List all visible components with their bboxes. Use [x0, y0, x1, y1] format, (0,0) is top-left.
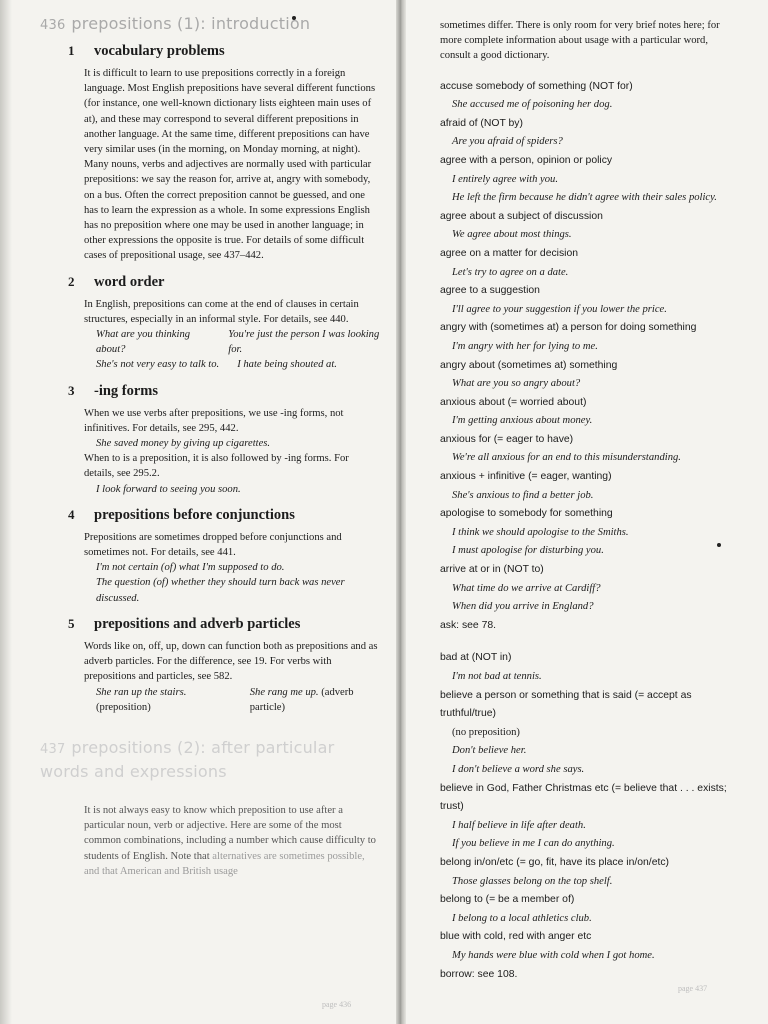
entry-example: What are you so angry about? — [452, 378, 581, 390]
section-title: prepositions (1): introduction — [71, 14, 311, 33]
next-section-intro-faded: alternatives are sometimes possible, and that American and British usage — [84, 850, 365, 877]
example: She rang me up. — [249, 686, 319, 698]
entry-example: My hands were blue with cold when I got home. — [452, 949, 655, 961]
entry-example: She's anxious to find a better job. — [452, 489, 594, 501]
entry-example: Are you afraid of spiders? — [452, 136, 563, 148]
entry-heading: arrive at or in (NOT to) — [440, 564, 544, 576]
entry-heading: afraid of (NOT by) — [440, 117, 523, 129]
entry-example: I'll agree to your suggestion if you lower the price. — [452, 303, 667, 315]
entry-example: I half believe in life after death. — [452, 819, 586, 831]
entry-example: What time do we arrive at Cardiff? — [452, 582, 601, 594]
item-number: 5 — [68, 615, 75, 631]
next-section-number: 437 — [40, 741, 66, 757]
example: What are you thinking about? — [96, 329, 191, 356]
next-section-title: prepositions (2): after particular words and expressions — [40, 737, 335, 781]
item-body: Prepositions are sometimes dropped before conjunctions and sometimes not. For details, see 441. — [84, 531, 342, 559]
entry-heading: anxious about (= worried about) — [440, 396, 587, 408]
entry-heading: anxious + infinitive (= eager, wanting) — [440, 471, 612, 483]
entry-heading: blue with cold, red with anger etc — [440, 931, 592, 943]
entry-example: Let's try to agree on a date. — [452, 266, 569, 278]
entry-example: I think we should apologise to the Smiths. — [452, 526, 629, 538]
item-body: It is difficult to learn to use prepositions correctly in a foreign language. Most English prepositions have several different functions (for instance, one well-known dictionary lists eighteen main uses of at), and these may correspond to several different prepositions in another language. At the same time, different prepositions can have very similar uses (in the morning, on Monday morning, at night). Many nouns, verbs and adjectives are normally used with particular prepositions: we say the reason for, arrive at, angry with somebody, on a bus. Often the correct preposition cannot be guessed, and one has to learn the expression as a whole. In some expressions English has no preposition where one may be used in another language; in other expressions the opposite is true. For details of some difficult cases of prepositional usage, see 437–442. — [84, 68, 376, 262]
entry-example: She accused me of poisoning her dog. — [452, 99, 613, 111]
entry-example: I'm not bad at tennis. — [452, 671, 542, 683]
example: You're just the person I was looking for. — [228, 329, 380, 356]
entry-heading: agree with a person, opinion or policy — [440, 154, 613, 166]
item-1 — [40, 43, 380, 264]
right-page-footer: page 437 — [678, 984, 708, 993]
left-page-footer: page 436 — [322, 1000, 352, 1009]
item-body: Words like on, off, up, down can function both as prepositions and as adverb particles. For the difference, see 19. For verbs with prepositions and particles, see 582. — [84, 640, 378, 683]
example: I look forward to seeing you soon. — [96, 483, 241, 495]
example: She ran up the stairs. — [96, 686, 187, 698]
item-title: word order — [94, 273, 165, 290]
entry-heading: agree on a matter for decision — [440, 247, 579, 259]
item-body: When to is a preposition, it is also followed by -ing forms. For details, see 295.2. — [84, 453, 349, 480]
item-number: 3 — [68, 382, 75, 398]
entry-example: I must apologise for disturbing you. — [452, 545, 604, 557]
next-section-intro: It is not always easy to know which preposition to use after a particular noun, verb or adjective. Here are some of the most common combinations, including a number which cause difficulty to students of English. Note that — [84, 804, 376, 862]
example: She's not very easy to talk to. — [96, 359, 220, 371]
next-section-heading — [40, 737, 380, 783]
entry-example: I'm getting anxious about money. — [452, 415, 593, 427]
item-title: prepositions and adverb particles — [94, 615, 301, 632]
item-number: 4 — [68, 506, 75, 522]
right-column — [440, 18, 740, 984]
entry-heading: anxious for (= eager to have) — [440, 433, 574, 445]
entry-list — [440, 78, 740, 985]
entry-heading: bad at (NOT in) — [440, 652, 512, 664]
entry-example: When did you arrive in England? — [452, 601, 594, 613]
entry-heading: accuse somebody of something (NOT for) — [440, 80, 633, 92]
entry-note: (no preposition) — [452, 726, 520, 738]
example: She saved money by giving up cigarettes. — [96, 438, 271, 450]
entry-example: Those glasses belong on the top shelf. — [452, 875, 613, 887]
right-intro: sometimes differ. There is only room for very brief notes here; for more complete information about usage with a particular word, consult a good dictionary. — [440, 20, 720, 62]
example: The question (of) whether they should turn back was never discussed. — [96, 577, 345, 604]
entry-gap — [440, 635, 740, 649]
item-5 — [40, 616, 380, 715]
entry-heading: believe in God, Father Christmas etc (= believe that . . . exists; trust) — [440, 782, 727, 813]
entry-example: If you believe in me I can do anything. — [452, 838, 615, 850]
entry-heading: agree to a suggestion — [440, 285, 540, 297]
entry-example: I belong to a local athletics club. — [452, 912, 592, 924]
entry-heading: belong in/on/etc (= go, fit, have its place in/on/etc) — [440, 856, 670, 868]
entry-heading: ask: see 78. — [440, 619, 497, 631]
item-3 — [40, 383, 380, 497]
entry-example: We agree about most things. — [452, 229, 572, 241]
entry-example: I entirely agree with you. — [452, 173, 559, 185]
entry-heading: belong to (= be a member of) — [440, 894, 575, 906]
item-number: 2 — [68, 273, 75, 289]
entry-example: I don't believe a word she says. — [452, 763, 585, 775]
entry-heading: agree about a subject of discussion — [440, 210, 603, 222]
item-title: prepositions before conjunctions — [94, 506, 295, 523]
section-heading — [40, 14, 380, 33]
item-title: -ing forms — [94, 382, 159, 399]
item-2 — [40, 274, 380, 373]
item-number: 1 — [68, 43, 75, 58]
item-body: In English, prepositions can come at the end of clauses in certain structures, especially in an informal style. For details, see 440. — [84, 298, 359, 325]
example: I hate being shouted at. — [237, 359, 337, 371]
entry-example: I'm angry with her for lying to me. — [452, 340, 598, 352]
page-edge-shadow — [0, 0, 12, 1024]
entry-heading: angry with (sometimes at) a person for doing something — [440, 322, 697, 334]
example: I'm not certain (of) what I'm supposed to do. — [96, 562, 285, 574]
entry-example: We're all anxious for an end to this misunderstanding. — [452, 452, 681, 464]
book-gutter — [396, 0, 406, 1024]
item-4 — [40, 507, 380, 606]
section-number: 436 — [40, 18, 66, 33]
entry-heading: believe a person or something that is said (= accept as truthful/true) — [440, 689, 692, 720]
entry-heading: angry about (sometimes at) something — [440, 359, 618, 371]
entry-example: Don't believe her. — [452, 745, 527, 757]
left-column — [40, 14, 380, 879]
example-note: (adverb particle) — [249, 686, 354, 713]
entry-example: He left the firm because he didn't agree with their sales policy. — [452, 192, 717, 204]
example-note: (preposition) — [96, 701, 151, 713]
item-body: When we use verbs after prepositions, we use -ing forms, not infinitives. For details, see 295, 442. — [84, 407, 344, 434]
entry-heading: borrow: see 108. — [440, 968, 518, 980]
item-title: vocabulary problems — [94, 43, 225, 59]
entry-heading: apologise to somebody for something — [440, 508, 613, 520]
